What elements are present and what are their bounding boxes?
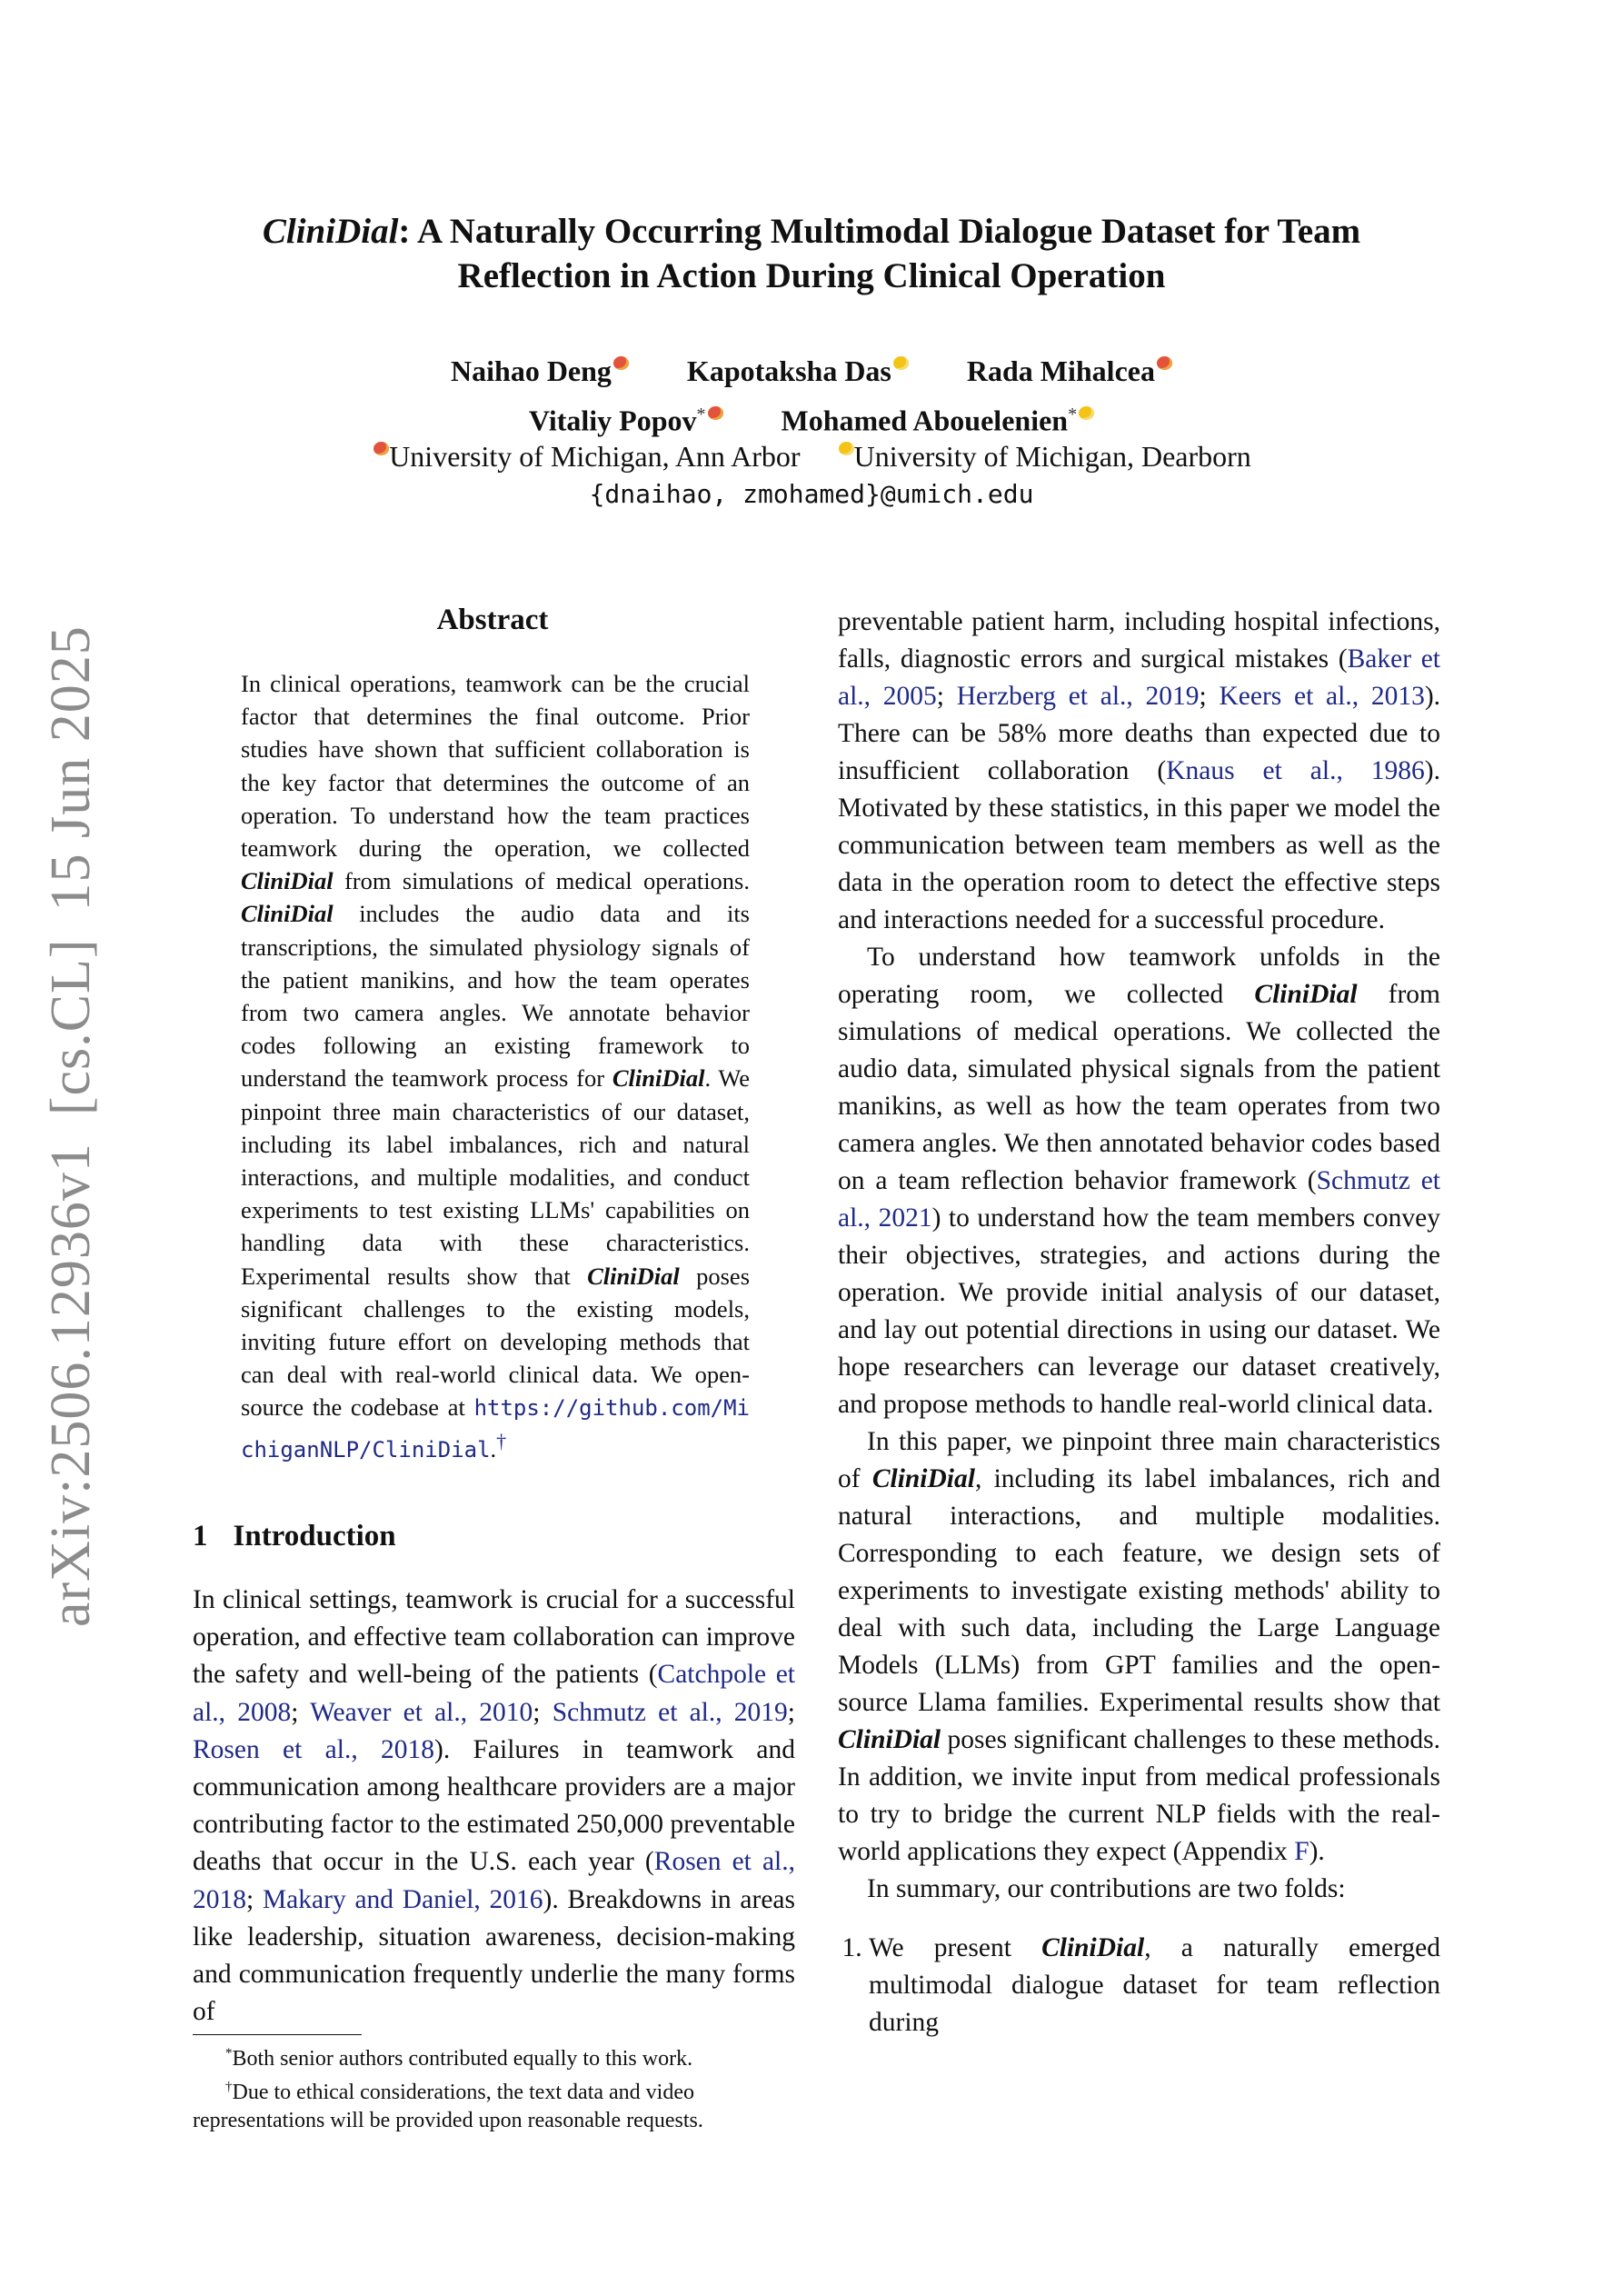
paragraph: preventable patient harm, including hospital infections, falls, diagnostic errors and surgical mistakes (Baker et al., 2005; Herzberg et al., 2019; Keers et al., 2013). There can be 58% more deaths than expected due to insufficient collaboration (Knaus et al., 1986). Motivated by these statistics, in this paper we model the communication between team members as well as the data in the operation room to detect the effective steps and interactions needed for a successful procedure.	[838, 607, 1441, 934]
citation-link[interactable]: Schmutz et al., 2019	[552, 1697, 788, 1727]
citation-link[interactable]: Weaver et al., 2010	[310, 1697, 533, 1727]
appendix-link[interactable]: F	[1294, 1837, 1309, 1866]
umich-ann-arbor-icon	[708, 406, 723, 420]
list-item: 1. We present CliniDial, a naturally emerged multimodal dialogue dataset for team reflection during	[869, 1930, 1440, 2041]
author-2: Kapotaksha Das	[687, 349, 909, 393]
author-3: Rada Mihalcea	[967, 349, 1172, 393]
footnote-ref-dagger[interactable]: †	[496, 1429, 507, 1452]
citation-link[interactable]: Baker et al., 2005	[838, 644, 1441, 711]
section-heading-introduction: 1 Introduction	[193, 1520, 396, 1552]
author-1: Naihao Deng	[451, 349, 629, 393]
citation-link[interactable]: Makary and Daniel, 2016	[262, 1884, 543, 1914]
affiliation-ann-arbor: University of Michigan, Ann Arbor	[372, 436, 800, 476]
affiliation-dearborn: University of Michigan, Dearborn	[837, 436, 1251, 476]
umich-dearborn-icon	[839, 442, 854, 455]
author-4: Vitaliy Popov*	[529, 393, 723, 443]
umich-dearborn-icon	[1079, 406, 1094, 420]
affiliations	[182, 436, 1441, 476]
contributions-list	[838, 1930, 1440, 2041]
codebase-link[interactable]: https://github.com/MichiganNLP/CliniDial	[241, 1395, 750, 1462]
title-dataset-name: CliniDial	[262, 212, 399, 251]
citation-link[interactable]: Rosen et al., 2018	[193, 1734, 435, 1764]
umich-ann-arbor-icon	[1157, 356, 1172, 370]
paragraph: To understand how teamwork unfolds in the operating room, we collected CliniDial from simulations of medical operations. We collected the audio data, simulated physical signals from the patient manikins, as well as how the team operates from two camera angles. We then annotated behavior codes based on a team reflection behavior framework (Schmutz et al., 2021) to understand how the team members convey their objectives, strategies, and actions during the operation. We provide initial analysis of our dataset, and lay out potential directions in using our dataset. We hope researchers can leverage our dataset creatively, and propose methods to handle real-world clinical data.	[838, 943, 1440, 1419]
arxiv-side-stamp	[38, 625, 104, 1627]
paragraph: In summary, our contributions are two folds:	[867, 1874, 1346, 1903]
citation-link[interactable]: Catchpole et al., 2008	[193, 1660, 796, 1727]
introduction-body: In clinical settings, teamwork is crucial for a successful operation, and effective team collaboration can improve the safety and well-being of the patients (Catchpole et al., 2008; Weaver et al., 2010; Schmutz et al., 2019; Rosen et al., 2018). Failures in teamwork and communication among healthcare providers are a major contributing factor to the estimated 250,000 preventable deaths that occur in the U.S. each year (Rosen et al., 2018; Makary and Daniel, 2016). Breakdowns in areas like leadership, situation awareness, decision-making and communication frequently underlie the many forms of	[193, 1585, 796, 2027]
arxiv-category: [cs.CL]	[39, 938, 102, 1116]
author-list	[182, 349, 1441, 443]
citation-link[interactable]: Knaus et al., 1986	[1166, 756, 1425, 785]
abstract-body: In clinical operations, teamwork can be the crucial factor that determines the final outcome. Prior studies have shown that sufficient collaboration is the key factor that determines the outcome of an operation. To understand how the team practices teamwork during the operation, we collected CliniDial from simulations of medical operations. CliniDial includes the audio data and its transcriptions, the simulated physiology signals of the patient manikins, and how the team operates from two camera angles. We annotate behavior codes following an existing framework to understand the teamwork process for CliniDial. We pinpoint three main characteristics of our dataset, including its label imbalances, rich and natural interactions, and multiple modalities, and conduct experiments to test existing LLMs' capabilities on handling data with these characteristics. Experimental results show that CliniDial poses significant challenges to the existing models, inviting future effort on developing methods that can deal with real-world clinical data. We open-source the codebase at https://github.com/MichiganNLP/CliniDial.†	[241, 670, 751, 1462]
paragraph: In this paper, we pinpoint three main characteristics of CliniDial, including its label imbalances, rich and natural interactions, and multiple modalities. Corresponding to each feature, we design sets of experiments to investigate existing methods' ability to deal with such data, including the Large Language Models (LLMs) from GPT families and the open-source Llama families. Experimental results show that CliniDial poses significant challenges to these methods. In addition, we invite input from medical professionals to try to bridge the current NLP fields with the real-world applications they expect (Appendix F).	[838, 1427, 1440, 1866]
citation-link[interactable]: Rosen et al., 2018	[193, 1847, 795, 1914]
arxiv-date: 15 Jun 2025	[39, 625, 102, 912]
citation-link[interactable]: Keers et al., 2013	[1219, 682, 1425, 711]
arxiv-id: arXiv:2506.12936v1	[39, 1143, 102, 1627]
footnote-2: †Due to ethical considerations, the text data and video representations will be provided upon reasonable requests.	[193, 2080, 703, 2132]
citation-link[interactable]: Schmutz et al., 2021	[838, 1166, 1440, 1233]
umich-ann-arbor-icon	[373, 442, 389, 455]
footnote-rule	[193, 2034, 362, 2035]
author-email: {dnaihao, zmohamed}@umich.edu	[589, 479, 1034, 509]
citation-link[interactable]: Herzberg et al., 2019	[956, 682, 1200, 711]
title-line-2: Reflection in Action During Clinical Operation	[457, 256, 1166, 295]
author-5: Mohamed Abouelenien*	[782, 393, 1095, 443]
title-line-1: : A Naturally Occurring Multimodal Dialogue Dataset for Team	[398, 212, 1361, 251]
umich-dearborn-icon	[893, 356, 909, 370]
right-column-body	[838, 604, 1440, 2041]
umich-ann-arbor-icon	[613, 356, 629, 370]
footnote-1: *Both senior authors contributed equally to this work.	[225, 2046, 693, 2071]
footnotes	[193, 2040, 795, 2135]
paper-title	[182, 209, 1441, 298]
abstract-heading: Abstract	[436, 604, 549, 636]
